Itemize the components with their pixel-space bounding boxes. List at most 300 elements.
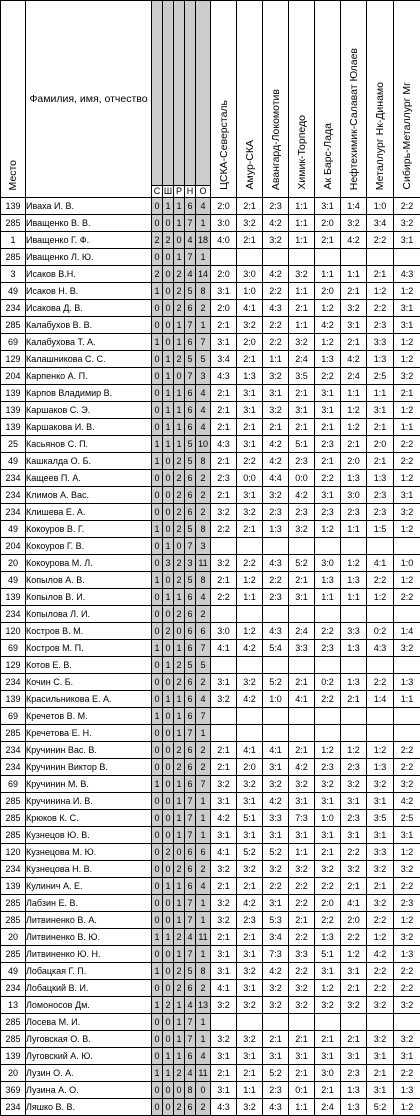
score-cell: 1:2	[394, 402, 420, 419]
stat-cell: 7	[196, 708, 211, 725]
score-cell: 1:2	[394, 351, 420, 368]
match-header: ЦСКА-Северсталь	[211, 1, 237, 198]
score-cell: 2:0	[211, 300, 237, 317]
score-cell: 2:2	[237, 555, 263, 572]
score-cell: 4:2	[263, 266, 289, 283]
score-cell	[237, 657, 263, 674]
stat-cell: 4	[196, 1048, 211, 1065]
stat-cell: 2	[174, 521, 185, 538]
score-cell: 3:1	[211, 793, 237, 810]
table-row	[1, 759, 420, 776]
stat-cell: 1	[152, 1065, 163, 1082]
score-cell: 4:1	[237, 300, 263, 317]
score-cell: 2:3	[211, 470, 237, 487]
name-cell: Луговская О. В.	[26, 1031, 152, 1048]
place-cell: 234	[1, 980, 26, 997]
score-cell: 5:2	[263, 844, 289, 861]
stat-cell: 7	[185, 793, 196, 810]
score-cell: 3:2	[263, 232, 289, 249]
score-cell: 5:1	[237, 810, 263, 827]
name-cell: Литвиненко В. Ю.	[26, 929, 152, 946]
stat-cell: 0	[163, 1014, 174, 1031]
place-cell: 120	[1, 623, 26, 640]
score-cell: 3:1	[367, 1048, 394, 1065]
score-cell	[341, 538, 367, 555]
stat-cell: 18	[196, 232, 211, 249]
score-cell: 1:1	[289, 232, 315, 249]
score-cell	[237, 249, 263, 266]
stat-cell: 4	[196, 691, 211, 708]
score-cell: 1:4	[367, 691, 394, 708]
place-cell: 139	[1, 878, 26, 895]
table-row	[1, 912, 420, 929]
name-cell: Лобацкий В. И.	[26, 980, 152, 997]
stat-cell: 1	[174, 419, 185, 436]
score-cell: 2:1	[211, 317, 237, 334]
stat-cell: 1	[196, 1014, 211, 1031]
stat-letter: Р	[174, 186, 185, 198]
table-row	[1, 1099, 420, 1116]
score-cell: 4:1	[211, 640, 237, 657]
score-cell: 2:1	[289, 385, 315, 402]
score-cell: 3:2	[237, 997, 263, 1014]
stat-cell: 8	[196, 453, 211, 470]
score-cell: 1:2	[315, 334, 341, 351]
score-cell: 1:2	[315, 742, 341, 759]
name-cell: Каршаков С. Э.	[26, 402, 152, 419]
score-cell: 3:1	[289, 827, 315, 844]
stat-cell: 2	[174, 1099, 185, 1116]
score-cell: 3:1	[289, 1048, 315, 1065]
score-cell: 3:1	[237, 436, 263, 453]
score-cell: 1:4	[341, 198, 367, 215]
score-cell: 2:1	[211, 929, 237, 946]
score-cell: 2:1	[211, 487, 237, 504]
score-cell: 3:2	[211, 691, 237, 708]
score-cell: 1:1	[367, 385, 394, 402]
score-cell: 3:2	[341, 776, 367, 793]
stat-cell: 7	[185, 1014, 196, 1031]
score-cell: 2:0	[341, 453, 367, 470]
stat-cell: 0	[163, 725, 174, 742]
score-cell: 1:1	[394, 419, 420, 436]
score-cell: 3:2	[394, 861, 420, 878]
score-cell: 3:2	[315, 997, 341, 1014]
stat-cell: 2	[196, 674, 211, 691]
score-cell: 2:2	[211, 521, 237, 538]
table-row	[1, 266, 420, 283]
score-cell: 2:1	[289, 1031, 315, 1048]
stat-cell: 1	[163, 368, 174, 385]
stat-cell: 2	[174, 453, 185, 470]
score-cell: 3:2	[289, 521, 315, 538]
score-cell	[394, 606, 420, 623]
name-cell: Иващенко Г. Ф.	[26, 232, 152, 249]
match-header: Сибирь-Металлург Мг	[394, 1, 420, 198]
score-cell: 2:1	[367, 1065, 394, 1082]
place-cell: 129	[1, 657, 26, 674]
stat-cell: 6	[185, 861, 196, 878]
score-cell: 4:2	[237, 640, 263, 657]
table-row	[1, 436, 420, 453]
score-cell: 1:2	[394, 1099, 420, 1116]
stat-cell: 7	[185, 810, 196, 827]
stat-cell: 0	[163, 470, 174, 487]
score-cell: 1:2	[394, 572, 420, 589]
score-cell: 1:1	[289, 215, 315, 232]
score-cell: 3:2	[394, 640, 420, 657]
score-cell: 2:1	[367, 878, 394, 895]
stat-cell: 6	[185, 487, 196, 504]
stat-cell: 6	[185, 470, 196, 487]
score-cell: 2:3	[263, 504, 289, 521]
score-cell	[237, 538, 263, 555]
score-cell: 1:1	[315, 266, 341, 283]
name-cell: Кручинин Вас. В.	[26, 742, 152, 759]
table-row	[1, 810, 420, 827]
score-cell: 5:2	[263, 1065, 289, 1082]
score-cell: 3:4	[367, 215, 394, 232]
table-row	[1, 691, 420, 708]
score-cell: 3:2	[289, 861, 315, 878]
score-cell: 2:1	[341, 436, 367, 453]
name-cell: Иващенко Л. Ю.	[26, 249, 152, 266]
place-cell: 139	[1, 589, 26, 606]
stat-cell: 1	[152, 521, 163, 538]
stat-cell: 1	[174, 640, 185, 657]
stat-cell: 0	[152, 606, 163, 623]
score-cell: 2:3	[367, 487, 394, 504]
stat-cell: 0	[152, 623, 163, 640]
score-cell: 2:2	[367, 674, 394, 691]
table-row	[1, 368, 420, 385]
table-row	[1, 861, 420, 878]
place-cell: 139	[1, 419, 26, 436]
score-cell: 3:1	[263, 759, 289, 776]
stat-cell: 0	[163, 861, 174, 878]
stat-cell: 7	[185, 725, 196, 742]
stat-cell: 8	[196, 521, 211, 538]
score-cell: 1:1	[315, 589, 341, 606]
score-cell: 3:1	[211, 1048, 237, 1065]
stat-cell: 4	[196, 589, 211, 606]
score-cell: 2:2	[367, 980, 394, 997]
score-cell: 2:3	[341, 504, 367, 521]
stat-cell: 6	[185, 1099, 196, 1116]
score-cell: 3:1	[394, 232, 420, 249]
stat-cell: 1	[174, 198, 185, 215]
stat-cell: 6	[185, 402, 196, 419]
table-row	[1, 470, 420, 487]
stat-cell: 5	[185, 283, 196, 300]
score-cell: 3:2	[315, 776, 341, 793]
stat-cell: 4	[196, 402, 211, 419]
stat-cell: 1	[196, 912, 211, 929]
stat-cell: 7	[185, 895, 196, 912]
score-cell: 4:2	[289, 487, 315, 504]
score-cell: 2:2	[341, 929, 367, 946]
stat-cell: 1	[152, 572, 163, 589]
score-cell: 2:1	[211, 419, 237, 436]
score-cell: 2:1	[211, 385, 237, 402]
place-cell: 20	[1, 555, 26, 572]
score-cell: 1:1	[341, 521, 367, 538]
score-cell: 5:3	[263, 912, 289, 929]
name-cell: Котов Е. В.	[26, 657, 152, 674]
stat-cell: 2	[196, 1099, 211, 1116]
stat-cell: 3	[185, 555, 196, 572]
table-row	[1, 776, 420, 793]
score-cell: 2:1	[289, 572, 315, 589]
score-cell: 1:3	[341, 1099, 367, 1116]
score-cell: 3:1	[341, 793, 367, 810]
score-cell: 4:2	[341, 232, 367, 249]
stat-cell: 1	[174, 708, 185, 725]
stat-cell: 0	[152, 1099, 163, 1116]
score-cell: 2:3	[341, 810, 367, 827]
name-cell: Кокоуров Г. В.	[26, 538, 152, 555]
score-cell: 3:2	[237, 776, 263, 793]
score-cell	[211, 725, 237, 742]
stat-cell: 0	[152, 419, 163, 436]
score-cell: 3:1	[211, 334, 237, 351]
score-cell: 3:2	[211, 1031, 237, 1048]
score-cell: 3:3	[289, 640, 315, 657]
score-cell	[367, 249, 394, 266]
name-cell: Кашкалда О. Б.	[26, 453, 152, 470]
stat-cell: 0	[163, 708, 174, 725]
stat-cell: 0	[163, 1082, 174, 1099]
score-cell: 3:2	[367, 861, 394, 878]
score-cell: 3:1	[211, 827, 237, 844]
score-cell: 2:3	[237, 912, 263, 929]
score-cell	[315, 725, 341, 742]
score-cell: 3:2	[263, 980, 289, 997]
score-cell: 0:0	[289, 470, 315, 487]
score-cell: 4:2	[367, 946, 394, 963]
name-cell: Клишева Е. А.	[26, 504, 152, 521]
score-cell: 2:1	[394, 385, 420, 402]
stat-cell: 0	[163, 283, 174, 300]
score-cell: 3:1	[211, 283, 237, 300]
score-cell	[341, 725, 367, 742]
score-cell: 3:2	[341, 861, 367, 878]
stat-cell: 2	[174, 861, 185, 878]
score-cell: 2:0	[367, 436, 394, 453]
stat-cell: 3	[196, 538, 211, 555]
score-cell	[341, 606, 367, 623]
score-cell: 3:3	[367, 844, 394, 861]
score-cell: 2:1	[211, 878, 237, 895]
score-cell: 4:3	[367, 640, 394, 657]
score-cell	[289, 657, 315, 674]
score-cell: 2:1	[367, 419, 394, 436]
stat-cell: 7	[185, 317, 196, 334]
score-cell: 2:1	[367, 266, 394, 283]
score-cell: 3:2	[367, 1031, 394, 1048]
name-cell: Красильникова Е. А.	[26, 691, 152, 708]
score-cell	[315, 538, 341, 555]
score-cell: 4:3	[211, 1099, 237, 1116]
score-cell: 4:3	[394, 266, 420, 283]
score-cell: 4:2	[341, 351, 367, 368]
table-row	[1, 385, 420, 402]
name-cell: Кузнецов Ю. В.	[26, 827, 152, 844]
stat-cell: 0	[163, 521, 174, 538]
place-cell: 204	[1, 538, 26, 555]
name-cell: Исакова Д. В.	[26, 300, 152, 317]
stat-cell: 0	[163, 572, 174, 589]
score-cell	[394, 538, 420, 555]
score-cell	[341, 1014, 367, 1031]
score-cell: 2:1	[341, 283, 367, 300]
stat-cell: 6	[185, 878, 196, 895]
score-cell	[394, 249, 420, 266]
place-cell: 234	[1, 300, 26, 317]
stat-cell: 0	[163, 215, 174, 232]
stat-cell: 1	[196, 725, 211, 742]
score-cell: 2:3	[263, 198, 289, 215]
table-row	[1, 946, 420, 963]
score-cell: 2:3	[289, 453, 315, 470]
score-cell: 1:1	[289, 844, 315, 861]
score-cell: 4:3	[263, 1099, 289, 1116]
stat-cell: 0	[163, 300, 174, 317]
score-cell: 1:1	[289, 317, 315, 334]
score-cell: 3:1	[367, 1082, 394, 1099]
score-cell: 2:1	[237, 878, 263, 895]
stat-cell: 1	[174, 317, 185, 334]
score-cell: 1:3	[394, 1082, 420, 1099]
stat-cell: 5	[185, 436, 196, 453]
table-row	[1, 657, 420, 674]
table-row	[1, 1082, 420, 1099]
stat-cell: 1	[163, 402, 174, 419]
stat-cell: 1	[152, 640, 163, 657]
score-cell: 3:2	[211, 997, 237, 1014]
place-cell: 3	[1, 266, 26, 283]
score-cell: 3:2	[289, 776, 315, 793]
stat-cell: 1	[163, 1048, 174, 1065]
score-cell: 1:2	[341, 742, 367, 759]
stat-cell: 1	[163, 929, 174, 946]
score-cell: 3:2	[289, 997, 315, 1014]
score-cell: 1:3	[341, 1082, 367, 1099]
stat-cell: 0	[152, 980, 163, 997]
score-cell: 1:3	[341, 572, 367, 589]
name-cell: Лузин О. А.	[26, 1065, 152, 1082]
score-cell: 2:2	[341, 844, 367, 861]
header-row	[1, 1, 420, 186]
score-cell: 2:3	[315, 504, 341, 521]
score-cell: 2:0	[341, 912, 367, 929]
score-cell: 1:2	[315, 300, 341, 317]
stat-cell: 0	[152, 589, 163, 606]
score-cell: 3:3	[289, 946, 315, 963]
score-cell: 1:5	[367, 521, 394, 538]
table-row	[1, 283, 420, 300]
table-row	[1, 674, 420, 691]
name-cell: Крюков К. С.	[26, 810, 152, 827]
table-row	[1, 844, 420, 861]
score-cell: 4:2	[394, 793, 420, 810]
score-cell: 1:2	[367, 742, 394, 759]
score-cell: 3:0	[315, 1065, 341, 1082]
name-cell: Иващенко В. В.	[26, 215, 152, 232]
score-cell: 4:2	[237, 895, 263, 912]
stat-cell: 11	[196, 555, 211, 572]
stat-cell: 2	[174, 1065, 185, 1082]
stat-cell: 1	[174, 1014, 185, 1031]
stat-cell: 0	[152, 198, 163, 215]
score-cell: 4:3	[263, 300, 289, 317]
score-cell: 2:3	[341, 1065, 367, 1082]
score-cell: 1:3	[367, 470, 394, 487]
score-cell: 3:0	[237, 266, 263, 283]
stat-cell: 4	[185, 266, 196, 283]
score-cell: 3:3	[367, 334, 394, 351]
stat-cell: 2	[196, 980, 211, 997]
table-row	[1, 793, 420, 810]
stat-cell: 0	[163, 776, 174, 793]
score-cell	[341, 249, 367, 266]
stat-cell: 1	[196, 215, 211, 232]
stat-header-blank	[196, 1, 211, 186]
stat-cell: 0	[174, 368, 185, 385]
score-cell: 3:2	[237, 861, 263, 878]
stat-cell: 1	[174, 878, 185, 895]
name-cell: Литвиненко В. А.	[26, 912, 152, 929]
score-cell: 1:1	[394, 691, 420, 708]
stat-cell: 8	[196, 283, 211, 300]
stat-cell: 13	[196, 997, 211, 1014]
stat-cell: 6	[185, 198, 196, 215]
table-row	[1, 742, 420, 759]
score-cell: 3:1	[315, 827, 341, 844]
score-cell: 3:2	[341, 215, 367, 232]
stat-cell: 7	[196, 640, 211, 657]
stat-cell: 1	[163, 1065, 174, 1082]
place-cell: 139	[1, 691, 26, 708]
table-row	[1, 725, 420, 742]
stat-cell: 1	[163, 385, 174, 402]
name-cell: Кокоурова М. Л.	[26, 555, 152, 572]
stat-cell: 1	[174, 997, 185, 1014]
score-cell: 3:2	[263, 402, 289, 419]
score-cell: 2:0	[211, 266, 237, 283]
name-cell: Исаков В.Н.	[26, 266, 152, 283]
score-cell: 2:2	[394, 589, 420, 606]
stat-cell: 0	[174, 232, 185, 249]
score-cell: 3:1	[341, 1048, 367, 1065]
score-cell: 1:2	[367, 929, 394, 946]
score-cell: 3:2	[237, 963, 263, 980]
stat-cell: 0	[163, 606, 174, 623]
stat-cell: 6	[185, 674, 196, 691]
score-cell: 5:2	[289, 555, 315, 572]
score-cell: 1:2	[394, 844, 420, 861]
stat-cell: 0	[152, 827, 163, 844]
table-row	[1, 640, 420, 657]
table-row	[1, 1065, 420, 1082]
score-cell: 3:2	[315, 861, 341, 878]
score-cell: 3:1	[367, 793, 394, 810]
score-cell: 3:4	[263, 929, 289, 946]
score-cell: 2:2	[394, 980, 420, 997]
score-cell: 4:2	[211, 810, 237, 827]
place-cell: 129	[1, 351, 26, 368]
stat-cell: 2	[196, 606, 211, 623]
